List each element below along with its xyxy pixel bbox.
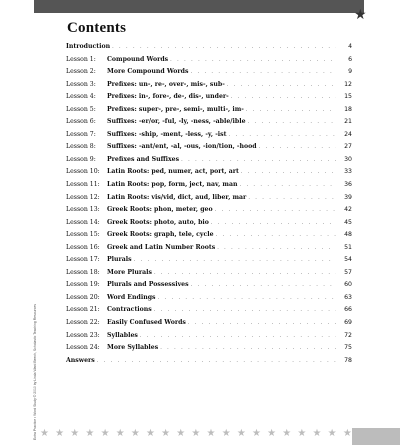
entry-title: Latin Roots: vis/vid, dict, aud, liber, mar [107,193,247,201]
page-number: 24 [344,130,352,138]
lesson-number: Lesson 10: [66,168,100,176]
star-icon: ★ [40,428,49,439]
dot-leader [140,330,336,343]
page-number: 9 [348,68,352,76]
right-margin [352,13,400,445]
corner-block [352,428,400,445]
toc-entry [66,154,352,167]
star-icon: ★ [85,428,95,439]
lesson-number: Lesson 20: [66,293,100,301]
lesson-number: Lesson 14: [66,218,100,226]
dot-leader [211,217,336,230]
toc-entry [66,317,352,330]
star-icon: ★ [236,428,246,439]
dot-leader [170,54,336,67]
dot-leader [248,192,336,205]
page-number: 57 [344,268,352,276]
page-number: 12 [344,80,352,88]
dot-leader [191,66,337,79]
page-number: 42 [344,206,352,214]
page-number: 45 [344,218,352,226]
toc-entry [66,79,352,92]
entry-title: Contractions [107,306,152,314]
entry-title: Word Endings [107,293,156,301]
lesson-number: Lesson 1: [66,55,96,63]
page-number: 75 [344,344,352,352]
lesson-number: Lesson 7: [66,130,96,138]
lesson-number: Lesson 5: [66,105,96,113]
dot-leader [154,267,336,280]
toc-entry [66,41,352,54]
entry-title: Syllables [107,331,138,339]
entry-title: Suffixes: -er/or, -ful, -ly, -ness, -able/ible [107,118,246,126]
entry-title: More Plurals [107,268,152,276]
star-icon: ★ [191,428,201,439]
dot-leader [160,342,336,355]
toc-entry [66,116,352,129]
toc-entry [66,342,352,355]
page-number: 48 [344,231,352,239]
page-number: 36 [344,181,352,189]
lesson-number: Lesson 9: [66,155,96,163]
star-icon: ★ [115,428,125,439]
toc-entry [66,279,352,292]
entry-title: Plurals and Possessives [107,281,189,289]
dot-leader [188,317,336,330]
dot-leader [216,229,336,242]
entry-title: Greek Roots: phon, meter, geo [107,206,213,214]
star-icon: ★ [221,428,231,439]
dot-leader [248,116,336,129]
dot-leader [112,41,336,54]
lesson-number: Lesson 17: [66,256,100,264]
star-icon: ★ [145,428,155,439]
lesson-number: Lesson 24: [66,344,100,352]
lesson-number: Lesson 12: [66,193,100,201]
star-icon: ★ [161,428,171,439]
entry-title: Prefixes and Suffixes [107,155,180,163]
page-number: 39 [344,193,352,201]
page-number: 72 [344,331,352,339]
entry-title: Prefixes: un-, re-, over-, mis-, sub- [107,80,225,88]
entry-title: Latin Roots: pop, form, ject, nav, man [107,181,238,189]
page-number: 33 [344,168,352,176]
entry-title: Greek Roots: photo, auto, bio [107,218,209,226]
page-number: 4 [348,43,352,50]
star-icon: ★ [327,428,337,439]
dot-leader [241,166,336,179]
toc-entry [66,304,352,317]
dot-leader [231,91,336,104]
dot-leader [227,79,336,92]
entry-title: Compound Words [107,55,169,63]
lesson-number: Lesson 3: [66,80,96,88]
entry-title: More Syllables [107,344,159,352]
page-number: 60 [344,281,352,289]
top-band [34,0,364,13]
toc-entry [66,229,352,242]
entry-title: Easily Confused Words [107,319,186,327]
page-number: 63 [344,293,352,301]
toc-entry [66,66,352,79]
page-number: 18 [344,105,352,113]
lesson-number: Lesson 22: [66,319,100,327]
star-icon: ★ [354,7,367,23]
page-number: 78 [344,356,352,364]
star-icon: ★ [70,428,80,439]
page-number: 66 [344,306,352,314]
lesson-number: Lesson 2: [66,68,96,76]
toc-entry [66,129,352,142]
toc-entry [66,166,352,179]
page-number: 30 [344,155,352,163]
dot-leader [191,279,336,292]
entry-title: Suffixes: -ant/ent, -al, -ous, -ion/tion, -hood [107,143,257,151]
star-icon: ★ [206,428,216,439]
entry-title: Plurals [107,256,132,264]
dot-leader [259,141,336,154]
star-icon: ★ [251,428,261,439]
lesson-number: Lesson 21: [66,306,100,314]
page-number: 51 [344,243,352,251]
star-icon: ★ [100,428,110,439]
lesson-number: Lesson 13: [66,206,100,214]
dot-leader [246,104,336,117]
entry-title: Greek and Latin Number Roots [107,243,216,251]
star-icon: ★ [297,428,307,439]
dot-leader [158,292,336,305]
table-of-contents [66,41,352,367]
entry-title: Answers [66,356,95,364]
entry-title: Prefixes: in-, fore-, de-, dis-, under- [107,93,229,101]
entry-title: Latin Roots: ped, numer, act, port, art [107,168,239,176]
toc-entry [66,267,352,280]
page-number: 27 [344,143,352,151]
toc-entry [66,292,352,305]
entry-title: Suffixes: -ship, -ment, -less, -y, -ist [107,130,227,138]
page-number: 6 [348,55,352,63]
toc-entry [66,355,352,368]
star-icon: ★ [267,428,277,439]
star-icon: ★ [176,428,186,439]
toc-entry [66,179,352,192]
entry-title: More Compound Words [107,68,189,76]
toc-entry [66,91,352,104]
dot-leader [154,304,336,317]
lesson-number: Lesson 15: [66,231,100,239]
toc-entry [66,242,352,255]
dot-leader [239,179,336,192]
lesson-number: Lesson 19: [66,281,100,289]
page-number: 69 [344,319,352,327]
star-icon: ★ [342,428,352,439]
page-number: 15 [344,93,352,101]
dot-leader [181,154,336,167]
lesson-number: Lesson 16: [66,243,100,251]
page-title: Contents [67,20,127,36]
toc-entry [66,192,352,205]
lesson-number: Lesson 18: [66,268,100,276]
lesson-number: Lesson 23: [66,331,100,339]
toc-entry [66,54,352,67]
lesson-number: Lesson 8: [66,143,96,151]
page-number: 21 [344,118,352,126]
dot-leader [217,242,336,255]
page-number: 54 [344,256,352,264]
toc-entry [66,204,352,217]
dot-leader [228,129,336,142]
star-icon: ★ [130,428,140,439]
star-icon: ★ [55,428,65,439]
lesson-number: Lesson 4: [66,93,96,101]
toc-entry [66,104,352,117]
toc-entry [66,217,352,230]
bottom-star-border [40,428,352,440]
toc-entry [66,330,352,343]
side-credit: Extra Practice • Word Study © 2010 by Linda Ward Beech, Scholastic Teaching Resources [33,304,37,440]
entry-title: Greek Roots: graph, tele, cycle [107,231,214,239]
dot-leader [215,204,336,217]
toc-entry [66,254,352,267]
toc-entry [66,141,352,154]
star-icon: ★ [282,428,292,439]
star-icon: ★ [312,428,322,439]
dot-leader [134,254,336,267]
lesson-number: Lesson 6: [66,118,96,126]
entry-title: Prefixes: super-, pre-, semi-, multi-, im- [107,105,244,113]
dot-leader [97,355,336,368]
entry-title: Introduction [66,43,111,50]
lesson-number: Lesson 11: [66,181,100,189]
